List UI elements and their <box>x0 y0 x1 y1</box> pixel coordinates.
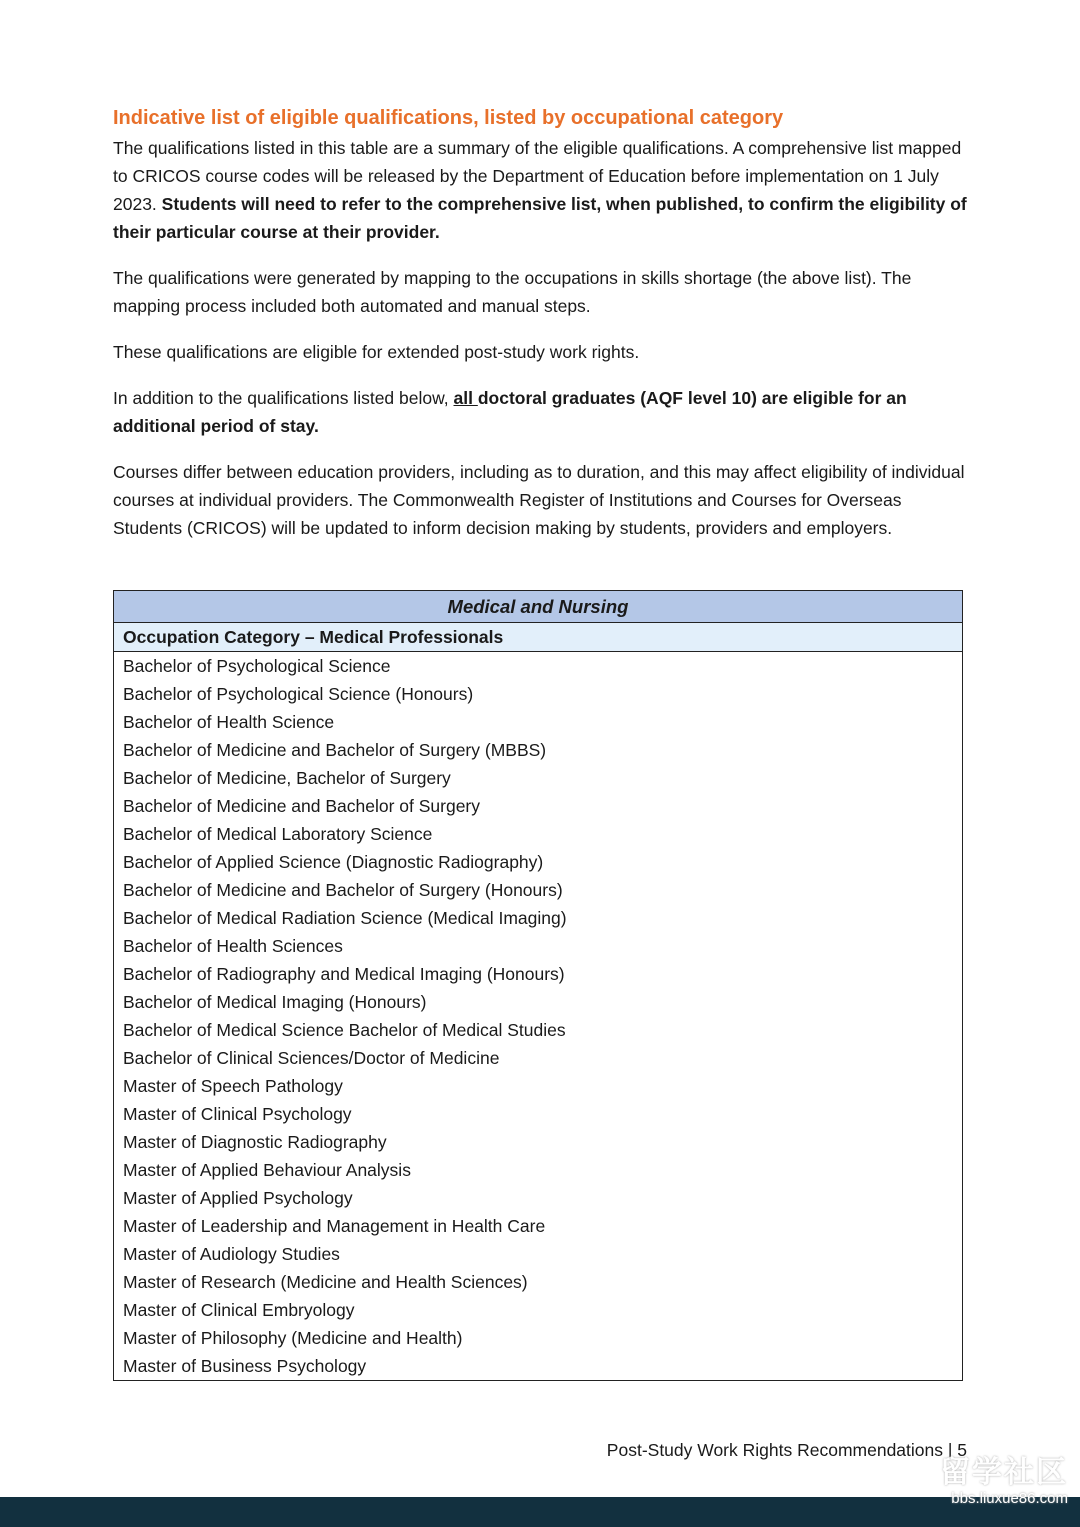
qualification-cell: Bachelor of Clinical Sciences/Doctor of Medicine <box>114 1044 963 1072</box>
qualification-cell: Bachelor of Medicine and Bachelor of Surgery (MBBS) <box>114 736 963 764</box>
table-row <box>114 1016 963 1044</box>
qualification-cell: Bachelor of Medicine and Bachelor of Surgery (Honours) <box>114 876 963 904</box>
qualification-cell: Bachelor of Health Sciences <box>114 932 963 960</box>
paragraph-4 <box>113 384 973 440</box>
table-row <box>114 680 963 708</box>
footer-bar <box>0 1497 1080 1527</box>
paragraph-3: These qualifications are eligible for extended post-study work rights. <box>113 342 640 362</box>
table-row <box>114 792 963 820</box>
table-row <box>114 708 963 736</box>
paragraph-1-bold: Students will need to refer to the comprehensive list, when published, to confirm the eligibility of their particular course at their provider. <box>113 194 967 242</box>
qualification-cell: Master of Speech Pathology <box>114 1072 963 1100</box>
qualification-cell: Master of Clinical Embryology <box>114 1296 963 1324</box>
paragraph-1-text: The qualifications listed in this table are a summary of the eligible qualifications. A comprehensive list mapped to CRICOS course codes will be released by the Department of Education before implementation on 1 July 2023. <box>113 138 962 214</box>
document-body <box>113 104 973 560</box>
qualification-cell: Bachelor of Psychological Science <box>114 652 963 681</box>
paragraph-5: Courses differ between education providers, including as to duration, and this may affect eligibility of individual courses at individual providers. The Commonwealth Register of Institutions and Courses for Overseas Students (CRICOS) will be updated to inform decision making by students, providers and employers. <box>113 462 965 538</box>
qualification-cell: Master of Audiology Studies <box>114 1240 963 1268</box>
table-row <box>114 876 963 904</box>
table-category-header: Occupation Category – Medical Professionals <box>114 623 963 652</box>
table-row <box>114 1156 963 1184</box>
table-section-header: Medical and Nursing <box>114 591 963 623</box>
paragraph-4-text: In addition to the qualifications listed below, <box>113 388 454 408</box>
paragraph-1 <box>113 134 973 246</box>
table-row <box>114 1352 963 1381</box>
table-row <box>114 1268 963 1296</box>
qualification-cell: Bachelor of Applied Science (Diagnostic Radiography) <box>114 848 963 876</box>
table-row <box>114 988 963 1016</box>
paragraph-2: The qualifications were generated by mapping to the occupations in skills shortage (the above list). The mapping process included both automated and manual steps. <box>113 268 912 316</box>
table-row <box>114 904 963 932</box>
section-heading: Indicative list of eligible qualifications, listed by occupational category <box>113 107 784 129</box>
qualification-cell: Bachelor of Medical Laboratory Science <box>114 820 963 848</box>
paragraph-4-bold: doctoral graduates (AQF level 10) are eligible for an additional period of stay. <box>113 388 907 436</box>
table-row <box>114 1100 963 1128</box>
table-row <box>114 1128 963 1156</box>
qualifications-table <box>113 590 963 1381</box>
table-row <box>114 736 963 764</box>
qualification-cell: Master of Philosophy (Medicine and Health) <box>114 1324 963 1352</box>
table-row <box>114 1072 963 1100</box>
qualification-cell: Bachelor of Psychological Science (Honours) <box>114 680 963 708</box>
qualification-cell: Bachelor of Medical Imaging (Honours) <box>114 988 963 1016</box>
paragraph-4-underline: all <box>453 388 478 408</box>
qualification-cell: Master of Leadership and Management in Health Care <box>114 1212 963 1240</box>
table-row <box>114 820 963 848</box>
qualification-cell: Bachelor of Medical Science Bachelor of Medical Studies <box>114 1016 963 1044</box>
qualification-cell: Master of Business Psychology <box>114 1352 963 1381</box>
table-row <box>114 960 963 988</box>
qualification-cell: Master of Diagnostic Radiography <box>114 1128 963 1156</box>
table-row <box>114 1296 963 1324</box>
table-section-row <box>114 591 963 623</box>
qualification-cell: Master of Clinical Psychology <box>114 1100 963 1128</box>
table-row <box>114 932 963 960</box>
qualification-cell: Master of Applied Behaviour Analysis <box>114 1156 963 1184</box>
qualification-cell: Bachelor of Medicine and Bachelor of Surgery <box>114 792 963 820</box>
qualification-cell: Bachelor of Medical Radiation Science (Medical Imaging) <box>114 904 963 932</box>
table-category-row <box>114 623 963 652</box>
page-footer: Post-Study Work Rights Recommendations | 5 <box>606 1440 967 1460</box>
watermark <box>940 1456 1068 1508</box>
watermark-logo: 留学社区 <box>940 1456 1068 1489</box>
table-row <box>114 1212 963 1240</box>
table-row <box>114 652 963 681</box>
qualification-cell: Bachelor of Medicine, Bachelor of Surgery <box>114 764 963 792</box>
qualification-cell: Bachelor of Health Science <box>114 708 963 736</box>
table-row <box>114 1240 963 1268</box>
qualification-cell: Master of Applied Psychology <box>114 1184 963 1212</box>
qualification-cell: Master of Research (Medicine and Health Sciences) <box>114 1268 963 1296</box>
table-row <box>114 848 963 876</box>
watermark-url: bbs.liuxue86.com <box>951 1490 1068 1507</box>
qualification-cell: Bachelor of Radiography and Medical Imaging (Honours) <box>114 960 963 988</box>
table-row <box>114 1184 963 1212</box>
table-row <box>114 1044 963 1072</box>
table-row <box>114 1324 963 1352</box>
table-row <box>114 764 963 792</box>
